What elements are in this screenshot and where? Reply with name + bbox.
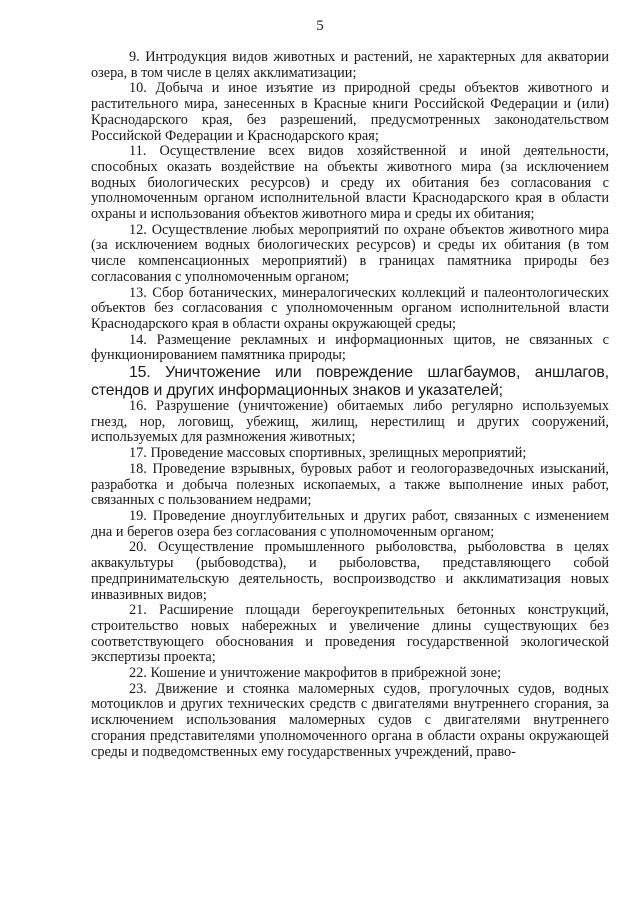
paragraph-10: 10. Добыча и иное изъятие из природной среды объектов животного и растительного мира, занесенных в Красные книги Российской Федерации и (или) Краснодарского края, без разрешений, предусмотренных законодательством Российской Федерации и Краснодарского края; — [91, 80, 609, 144]
paragraph-12: 12. Осуществление любых мероприятий по охране объектов животного мира (за исключением водных биологических ресурсов) и среды их обитания (в том числе компенсационных мероприятий) в границах памятника природы без согласования с уполномоченным органом; — [91, 221, 609, 285]
document-body — [91, 50, 609, 760]
paragraph-9: 9. Интродукция видов животных и растений, не характерных для акватории озера, в том числе в целях акклиматизации; — [91, 49, 609, 81]
paragraph-23: 23. Движение и стоянка маломерных судов, прогулочных судов, водных мотоциклов и других технических средств с двигателями внутреннего сгорания, за исключением использования маломерных судов с двигателями внутреннего сгорания представителями уполномоченного органа в области охраны окружающей среды и подведомственных ему государственных учреждений, право- — [91, 680, 609, 760]
paragraph-11: 11. Осуществление всех видов хозяйственной и иной деятельности, способных оказать воздействие на объекты животного мира (за исключением водных биологических ресурсов) и среду их обитания без согласования с уполномоченным органом исполнительной власти Краснодарского края в области охраны и использования объектов животного мира и среды их обитания; — [91, 143, 609, 223]
paragraph-20: 20. Осуществление промышленного рыболовства, рыболовства в целях аквакультуры (рыбоводства), и рыболовства, представляющего собой предпринимательскую деятельность, воспроизводство и акклиматизация новых инвазивных видов; — [91, 539, 609, 603]
paragraph-15: 15. Уничтожение или повреждение шлагбаумов, аншлагов, стендов и других информационных знаков и указателей; — [91, 364, 609, 399]
page-number: 5 — [316, 18, 324, 34]
paragraph-21: 21. Расширение площади берегоукрепительных бетонных конструкций, строительство новых набережных и увеличение длины существующих без соответствующего обоснования и проведения государственной экологической экспертизы проекта; — [91, 602, 609, 666]
paragraph-19: 19. Проведение дноуглубительных и других работ, связанных с изменением дна и берегов озера без согласования с уполномоченным органом; — [91, 507, 609, 540]
paragraph-18: 18. Проведение взрывных, буровых работ и геологоразведочных изысканий, разработка и добыча полезных ископаемых, а также выполнение иных работ, связанных с пользованием недрами; — [91, 460, 609, 509]
paragraph-17: 17. Проведение массовых спортивных, зрелищных мероприятий; — [129, 445, 527, 462]
paragraph-16: 16. Разрушение (уничтожение) обитаемых либо регулярно используемых гнезд, нор, логовищ, убежищ, жилищ, нерестилищ и других сооружений, используемых для размножения животных; — [91, 398, 609, 446]
paragraph-22: 22. Кошение и уничтожение макрофитов в прибрежной зоне; — [129, 665, 502, 682]
paragraph-14: 14. Размещение рекламных и информационных щитов, не связанных с функционированием памятника природы; — [91, 331, 609, 364]
paragraph-13: 13. Сбор ботанических, минералогических коллекций и палеонтологических объектов без согласования с уполномоченным органом исполнительной власти Краснодарского края в области охраны окружающей среды; — [91, 284, 609, 332]
